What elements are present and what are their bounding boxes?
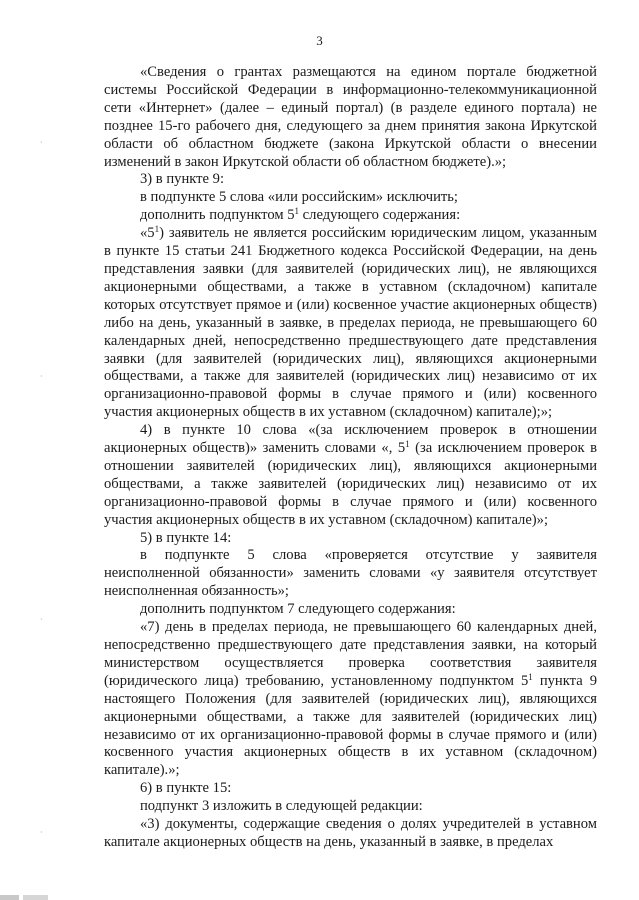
paragraph-text: в подпункте 5 слова «или российским» исключить; [140,189,458,206]
paragraph-text: подпункт 3 изложить в следующей редакции: [140,798,423,815]
paragraph [104,780,597,798]
scan-artifact: · [40,372,43,381]
paragraph-text: 6) в пункте 15: [140,780,232,797]
paragraph [104,422,597,529]
paragraph-text: «3) документы, содержащие сведения о долях учредителей в уставном капитале акционерных обществ на день, указанный в заявке, в пределах [104,816,597,850]
paragraph [104,816,597,852]
paragraph-text: пункта 9 настоящего Положения (для заявителей (юридических лиц), являющихся акционерными обществами, а также для заявителей (юридических лиц) независимо от их организационно-правовой формы в случае прямого и (или) косвенного участия акционерных обществ в их уставном (складочном) капитале).»; [104,672,597,779]
paragraph-text: «5 [140,225,155,242]
paragraph [104,601,597,619]
paragraph [104,189,597,207]
superscript-index: 1 [294,206,300,217]
paragraph-text: в подпункте 5 слова «проверяется отсутствие у заявителя неисполненной обязанности» заменить словами «у заявителя отсутствует неисполненная обязанность»; [104,547,597,600]
paragraph-text: 4) в пункте 10 слова «(за исключением проверок в отношении акционерных обществ)» заменить словами «, 5 [104,422,597,457]
superscript-index: 1 [154,224,160,235]
paragraph-text: «7) день в пределах периода, не превышающего 60 календарных дней, непосредственно предшествующего дате представления заявки, на который министерством осуществляется проверка соответствия заявителя (юридического лица) требованию, установленному подпунктом 5 [104,619,597,689]
paragraph-text: дополнить подпунктом 5 [140,207,295,224]
page-number: 3 [316,33,323,48]
paragraph-text: 3) в пункте 9: [140,171,225,188]
paragraph-text: (за исключением проверок в отношении заявителей (юридических лиц), являющихся акционерными обществами, а также заявителей (юридических лиц) независимо от их организационно-правовой формы в случае прямого и (или) косвенного участия акционерных обществ в их уставном (складочном) капитале)»; [104,440,597,528]
scan-edge-mark [0,895,48,900]
paragraph [104,64,597,171]
paragraph [104,619,597,780]
paragraph-text: дополнить подпунктом 7 следующего содержания: [140,601,456,618]
superscript-index: 1 [528,671,533,682]
paragraph-text: 5) в пункте 14: [140,529,232,546]
superscript-index: 1 [405,439,410,450]
paragraph [104,530,597,548]
paragraph-text: «Сведения о грантах размещаются на едином портале бюджетной системы Российской Федерации в информационно-телекоммуникационной сети «Интернет» (далее – единый портал) (в разделе единого портала) не позднее 15-го рабочего дня, следующего за днем принятия закона Иркутской области об областном бюджете (закона Иркутской области о внесении изменений в закон Иркутской области об областном бюджете).»; [104,64,597,170]
paragraph [104,798,597,816]
paragraph [104,171,597,189]
scan-artifact: · [40,138,43,147]
paragraph-text: следующего содержания: [299,207,461,224]
paragraph [104,547,597,601]
paragraph [104,225,597,422]
paragraph-text: ) заявитель не является российским юридическим лицом, указанным в пункте 15 статьи 241 Бюджетного кодекса Российской Федерации, на день представления заявки (для заявителей (юридических лиц), не являющихся акционерными обществами, а также в уставном (складочном) капитале которых отсутствует прямое и (или) косвенное участие акционерных обществ) либо на день, указанный в заявке, в пределах периода, не превышающего 60 календарных дней, непосредственно предшествующего дате представления заявки (для заявителей (юридических лиц), являющихся акционерными обществами, а также для заявителей (юридических лиц) независимо от их организационно-правовой формы в случае прямого и (или) косвенного участия акционерных обществ в их уставном (складочном) капитале);»; [104,225,597,421]
scan-artifact: · [40,615,43,624]
document-body [104,64,597,852]
paragraph [104,207,597,225]
scan-artifact: · [40,828,43,837]
